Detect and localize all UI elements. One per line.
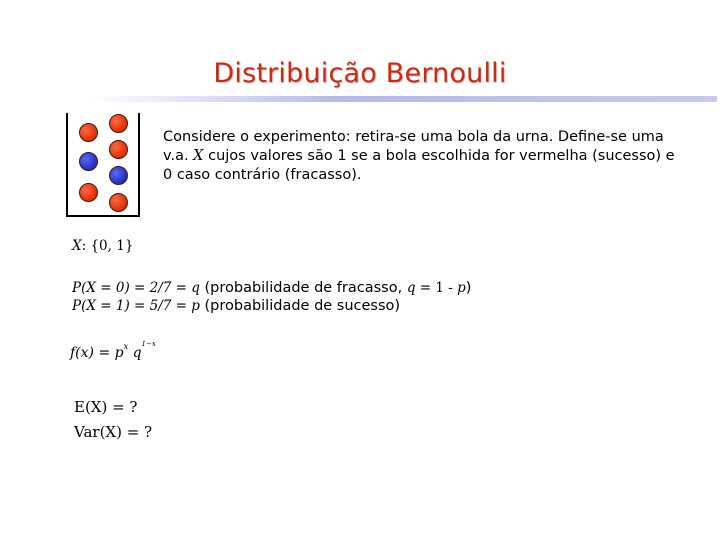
probability-failure-line: [72, 280, 471, 296]
pmf-lhs: f(x) =: [70, 345, 115, 361]
urn-illustration: [66, 113, 140, 217]
p0-description-end: ): [465, 280, 472, 296]
pmf-p: p: [114, 345, 124, 361]
support-variable: X: [72, 238, 82, 254]
random-variable-x: X: [193, 148, 204, 164]
p0-q-symbol: q: [406, 280, 416, 296]
pmf-q: q: [132, 345, 142, 361]
red-ball: [109, 140, 128, 159]
pmf-formula: [70, 340, 156, 361]
red-ball: [109, 193, 128, 212]
p0-equals: = 1 -: [415, 280, 458, 296]
pmf-p-exponent: x: [123, 342, 129, 351]
p0-description-start: (probabilidade de fracasso,: [199, 280, 407, 296]
probability-success-line: [72, 298, 400, 314]
blue-ball: [79, 152, 98, 171]
p1-expression: P(X = 1) = 5/7 = p: [72, 298, 200, 314]
experiment-description: [163, 128, 683, 185]
red-ball: [79, 123, 98, 142]
support-line: [72, 238, 133, 254]
p0-p-symbol: p: [457, 280, 466, 296]
variance-formula: Var(X) = ?: [74, 423, 153, 441]
p0-expression: P(X = 0) = 2/7 = q: [72, 280, 200, 296]
red-ball: [109, 114, 128, 133]
slide-title: Distribuição Bernoulli: [213, 58, 507, 89]
support-values: : {0, 1}: [81, 238, 134, 254]
red-ball: [79, 183, 98, 202]
expectation-formula: E(X) = ?: [74, 398, 138, 416]
title-underline: [90, 96, 717, 102]
intro-text-2: cujos valores são 1 se a bola escolhida for vermelha (sucesso) e 0 caso contrário (fracasso).: [163, 148, 675, 183]
p1-description: (probabilidade de sucesso): [199, 298, 401, 314]
blue-ball: [109, 166, 128, 185]
pmf-q-exponent: 1−x: [141, 340, 156, 348]
intro-text-1: Considere o experimento: retira-se uma bola da urna. Define-se uma v.a.: [163, 129, 664, 164]
